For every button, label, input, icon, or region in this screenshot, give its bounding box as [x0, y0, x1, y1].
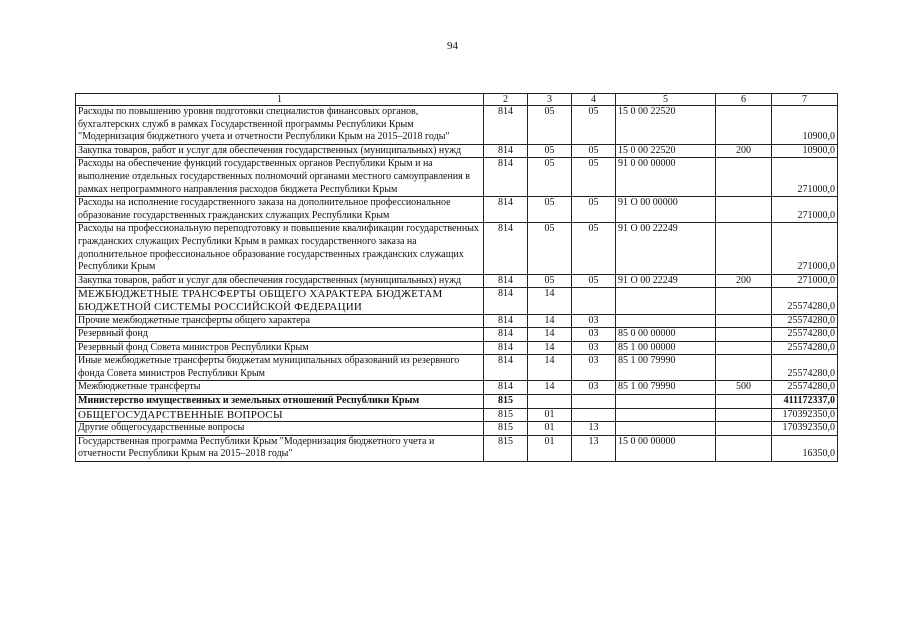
ministry-code-cell: 814: [484, 223, 528, 274]
column-header-5: 5: [616, 94, 716, 106]
expense-type-cell: 200: [716, 144, 772, 158]
subsection-cell: 03: [572, 381, 616, 395]
target-article-cell: [616, 422, 716, 436]
amount-cell: 170392350,0: [772, 422, 838, 436]
amount-cell: 25574280,0: [772, 288, 838, 314]
section-cell: [528, 395, 572, 409]
section-cell: 01: [528, 422, 572, 436]
row-name-cell: Другие общегосударственные вопросы: [76, 422, 484, 436]
page-number: 94: [447, 40, 458, 52]
column-header-4: 4: [572, 94, 616, 106]
row-name-cell: Межбюджетные трансферты: [76, 381, 484, 395]
subsection-cell: 13: [572, 435, 616, 461]
table-row: [76, 288, 838, 314]
section-cell: 05: [528, 197, 572, 223]
column-header-3: 3: [528, 94, 572, 106]
ministry-code-cell: 814: [484, 355, 528, 381]
ministry-code-cell: 814: [484, 197, 528, 223]
target-article-cell: [616, 395, 716, 409]
ministry-code-cell: 814: [484, 288, 528, 314]
section-cell: 01: [528, 435, 572, 461]
row-name-cell: Резервный фонд: [76, 328, 484, 342]
row-name-cell: МЕЖБЮДЖЕТНЫЕ ТРАНСФЕРТЫ ОБЩЕГО ХАРАКТЕРА БЮДЖЕТАМ БЮДЖЕТНОЙ СИСТЕМЫ РОССИЙСКОЙ ФЕДЕРАЦИИ: [76, 288, 484, 314]
subsection-cell: 03: [572, 341, 616, 355]
amount-cell: 411172337,0: [772, 395, 838, 409]
subsection-cell: [572, 288, 616, 314]
ministry-code-cell: 815: [484, 435, 528, 461]
amount-cell: 25574280,0: [772, 381, 838, 395]
row-name-cell: Расходы на профессиональную переподготовку и повышение квалификации государственных гражданских служащих Республики Крым в рамках государственного заказа на дополнительное профессиональное образование государственных гражданских служащих Республики Крым: [76, 223, 484, 274]
subsection-cell: 05: [572, 158, 616, 197]
target-article-cell: [616, 314, 716, 328]
row-name-cell: Министерство имущественных и земельных отношений Республики Крым: [76, 395, 484, 409]
table-row: [76, 106, 838, 145]
header-row: [76, 94, 838, 106]
expense-type-cell: [716, 422, 772, 436]
table-row: [76, 144, 838, 158]
section-cell: 05: [528, 106, 572, 145]
ministry-code-cell: 814: [484, 158, 528, 197]
expense-type-cell: [716, 106, 772, 145]
ministry-code-cell: 815: [484, 408, 528, 422]
table-row: [76, 435, 838, 461]
table-row: [76, 341, 838, 355]
amount-cell: 271000,0: [772, 158, 838, 197]
subsection-cell: 03: [572, 355, 616, 381]
section-cell: 14: [528, 328, 572, 342]
amount-cell: 271000,0: [772, 197, 838, 223]
subsection-cell: [572, 408, 616, 422]
subsection-cell: 03: [572, 328, 616, 342]
target-article-cell: 91 0 00 00000: [616, 158, 716, 197]
target-article-cell: 85 0 00 00000: [616, 328, 716, 342]
column-header-6: 6: [716, 94, 772, 106]
target-article-cell: 15 0 00 22520: [616, 144, 716, 158]
table-row: [76, 197, 838, 223]
subsection-cell: 05: [572, 223, 616, 274]
column-header-2: 2: [484, 94, 528, 106]
ministry-code-cell: 814: [484, 144, 528, 158]
amount-cell: 271000,0: [772, 223, 838, 274]
amount-cell: 25574280,0: [772, 328, 838, 342]
table-body: [76, 94, 838, 462]
expense-type-cell: 200: [716, 274, 772, 288]
amount-cell: 25574280,0: [772, 314, 838, 328]
target-article-cell: 15 0 00 00000: [616, 435, 716, 461]
subsection-cell: 05: [572, 197, 616, 223]
row-name-cell: Государственная программа Республики Крым "Модернизация бюджетного учета и отчетности Республики Крым на 2015–2018 годы": [76, 435, 484, 461]
target-article-cell: 85 1 00 79990: [616, 381, 716, 395]
amount-cell: 170392350,0: [772, 408, 838, 422]
section-cell: 14: [528, 288, 572, 314]
table-row: [76, 328, 838, 342]
expense-type-cell: [716, 408, 772, 422]
table-row: [76, 158, 838, 197]
subsection-cell: 03: [572, 314, 616, 328]
target-article-cell: 91 О 00 22249: [616, 223, 716, 274]
subsection-cell: [572, 395, 616, 409]
ministry-code-cell: 814: [484, 381, 528, 395]
amount-cell: 10900,0: [772, 144, 838, 158]
target-article-cell: [616, 288, 716, 314]
section-cell: 14: [528, 355, 572, 381]
target-article-cell: 91 О 00 00000: [616, 197, 716, 223]
budget-table: [75, 93, 838, 462]
table-row: [76, 422, 838, 436]
subsection-cell: 05: [572, 106, 616, 145]
section-cell: 14: [528, 314, 572, 328]
row-name-cell: Резервный фонд Совета министров Республики Крым: [76, 341, 484, 355]
amount-cell: 10900,0: [772, 106, 838, 145]
table-row: [76, 355, 838, 381]
expense-type-cell: 500: [716, 381, 772, 395]
ministry-code-cell: 815: [484, 395, 528, 409]
expense-type-cell: [716, 288, 772, 314]
expense-type-cell: [716, 341, 772, 355]
row-name-cell: Закупка товаров, работ и услуг для обеспечения государственных (муниципальных) нужд: [76, 274, 484, 288]
row-name-cell: ОБЩЕГОСУДАРСТВЕННЫЕ ВОПРОСЫ: [76, 408, 484, 422]
section-cell: 14: [528, 381, 572, 395]
amount-cell: 271000,0: [772, 274, 838, 288]
expense-type-cell: [716, 223, 772, 274]
row-name-cell: Иные межбюджетные трансферты бюджетам муниципальных образований из резервного фонда Совета министров Республики Крым: [76, 355, 484, 381]
table-row: [76, 408, 838, 422]
expense-type-cell: [716, 395, 772, 409]
section-cell: 05: [528, 223, 572, 274]
ministry-code-cell: 814: [484, 328, 528, 342]
expense-type-cell: [716, 328, 772, 342]
ministry-code-cell: 814: [484, 341, 528, 355]
ministry-code-cell: 814: [484, 106, 528, 145]
row-name-cell: Расходы на исполнение государственного заказа на дополнительное профессиональное образование государственных гражданских служащих Республики Крым: [76, 197, 484, 223]
column-header-7: 7: [772, 94, 838, 106]
subsection-cell: 05: [572, 274, 616, 288]
row-name-cell: Прочие межбюджетные трансферты общего характера: [76, 314, 484, 328]
ministry-code-cell: 815: [484, 422, 528, 436]
target-article-cell: 85 1 00 79990: [616, 355, 716, 381]
expense-type-cell: [716, 435, 772, 461]
table-row: [76, 274, 838, 288]
row-name-cell: Расходы по повышению уровня подготовки специалистов финансовых органов, бухгалтерских служб в рамках Государственной программы Республики Крым "Модернизация бюджетного учета и отчетности Республики Крым на 2015–2018 годы": [76, 106, 484, 145]
target-article-cell: 91 О 00 22249: [616, 274, 716, 288]
section-cell: 05: [528, 158, 572, 197]
section-cell: 05: [528, 274, 572, 288]
section-cell: 01: [528, 408, 572, 422]
ministry-code-cell: 814: [484, 314, 528, 328]
subsection-cell: 13: [572, 422, 616, 436]
target-article-cell: 15 0 00 22520: [616, 106, 716, 145]
row-name-cell: Расходы на обеспечение функций государственных органов Республики Крым и на выполнение отдельных государственных полномочий органами местного самоуправления в рамках непрограммного направления расходов бюджета Республики Крым: [76, 158, 484, 197]
expense-type-cell: [716, 158, 772, 197]
table-row: [76, 314, 838, 328]
table-row: [76, 223, 838, 274]
amount-cell: 25574280,0: [772, 355, 838, 381]
table-row: [76, 381, 838, 395]
expense-type-cell: [716, 314, 772, 328]
subsection-cell: 05: [572, 144, 616, 158]
expense-type-cell: [716, 197, 772, 223]
ministry-code-cell: 814: [484, 274, 528, 288]
target-article-cell: [616, 408, 716, 422]
row-name-cell: Закупка товаров, работ и услуг для обеспечения государственных (муниципальных) нужд: [76, 144, 484, 158]
amount-cell: 25574280,0: [772, 341, 838, 355]
expense-type-cell: [716, 355, 772, 381]
table-row: [76, 395, 838, 409]
section-cell: 05: [528, 144, 572, 158]
target-article-cell: 85 1 00 00000: [616, 341, 716, 355]
amount-cell: 16350,0: [772, 435, 838, 461]
section-cell: 14: [528, 341, 572, 355]
column-header-1: 1: [76, 94, 484, 106]
